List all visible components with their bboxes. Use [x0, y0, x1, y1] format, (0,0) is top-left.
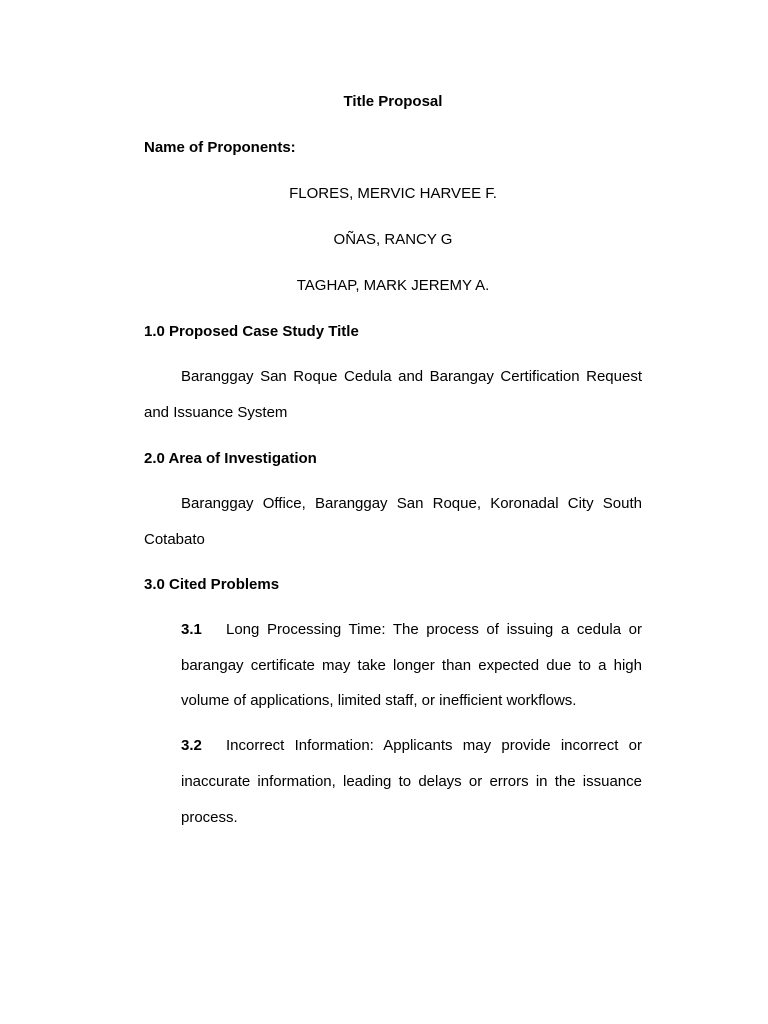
problem-text: Long Processing Time: The process of issuing a cedula or barangay certificate may take longer than expected due to a high volume of applications, limited staff, or inefficient workflows. — [181, 621, 642, 710]
document-title: Title Proposal — [343, 93, 443, 110]
section-3-heading: 3.0 Cited Problems — [144, 576, 280, 593]
problem-item — [181, 728, 642, 835]
proponent-name: TAGHAP, MARK JEREMY A. — [296, 277, 490, 294]
document-body — [144, 92, 642, 835]
section-1-heading: 1.0 Proposed Case Study Title — [144, 323, 359, 340]
section-2-heading: 2.0 Area of Investigation — [144, 450, 317, 467]
proponent-name: OÑAS, RANCY G — [333, 231, 453, 248]
section-1-body: Baranggay San Roque Cedula and Barangay Certification Request and Issuance System — [144, 368, 642, 421]
problem-item — [181, 612, 642, 719]
section-2-body: Baranggay Office, Baranggay San Roque, Koronadal City South Cotabato — [144, 495, 642, 548]
problem-number: 3.2 — [181, 737, 202, 755]
problem-number: 3.1 — [181, 621, 202, 638]
problem-text: Incorrect Information: Applicants may provide incorrect or inaccurate information, leading to delays or errors in the issuance process. — [181, 737, 642, 826]
proponent-name: FLORES, MERVIC HARVEE F. — [289, 185, 497, 202]
proponents-heading: Name of Proponents: — [144, 139, 296, 156]
